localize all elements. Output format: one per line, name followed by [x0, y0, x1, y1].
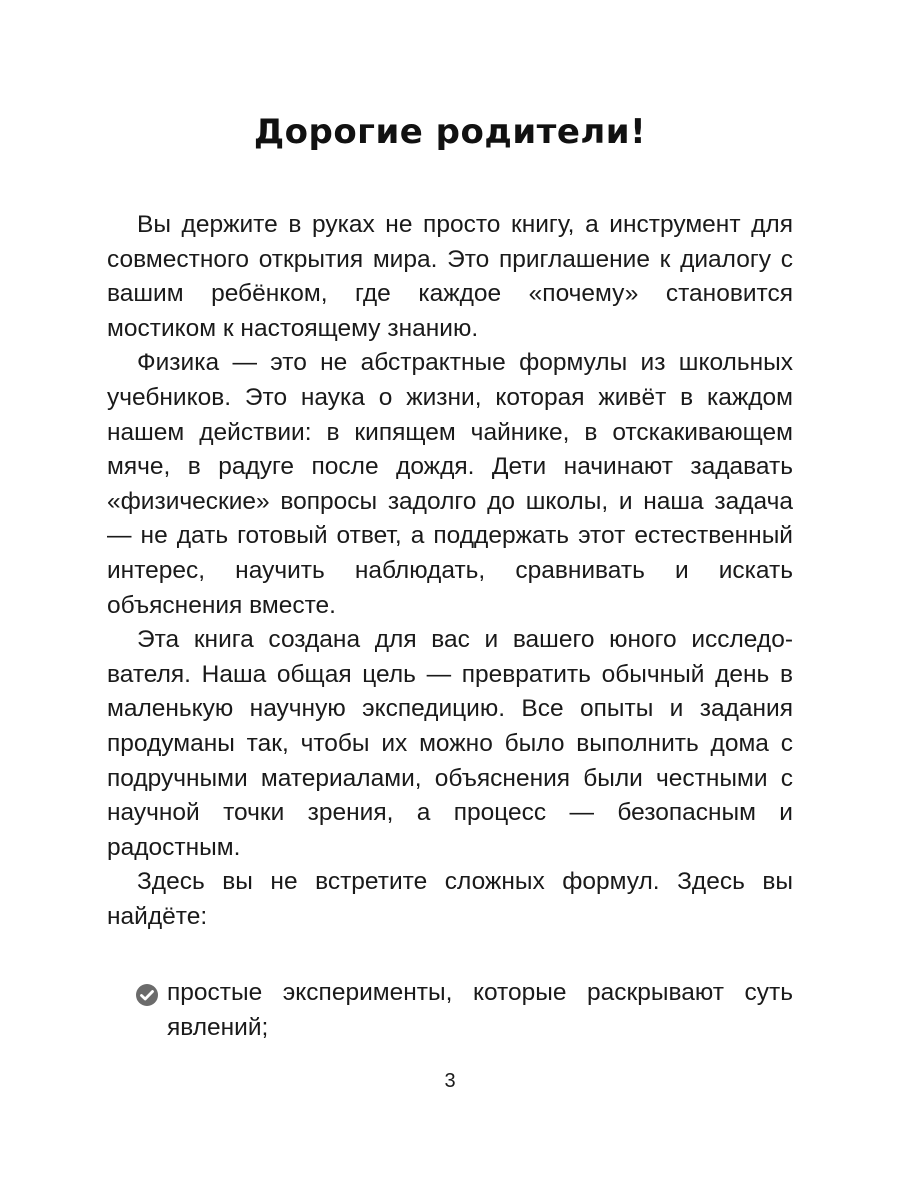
list-item: [135, 976, 793, 1045]
body-text: [107, 208, 793, 934]
check-circle-icon: [135, 983, 159, 1007]
paragraph-intro: Вы держите в руках не просто книгу, а инструмент для совместного открытия мира. Это приглашение к диалогу с вашим ребёнком, где каждое «почему» становится мостиком к настоящему знанию.: [107, 211, 793, 342]
feature-list: [135, 976, 793, 1045]
page-title: Дорогие родители!: [253, 112, 647, 152]
paragraph-list-intro: Здесь вы не встретите сложных формул. Здесь вы найдёте:: [107, 868, 793, 930]
list-item-text: простые эксперименты, которые раскрывают суть явлений;: [167, 979, 793, 1041]
paragraph-physics: Физика — это не абстрактные формулы из школьных учебников. Это наука о жизни, которая живёт в каждом нашем действии: в кипящем чайнике, в отскакивающем мяче, в радуге после дождя. Дети начинают задавать «физические» вопросы задолго до школы, и наша задача — не дать готовый ответ, а поддержать этот естественный интерес, научить наблюдать, сравнивать и искать объяснения вместе.: [107, 349, 793, 619]
paragraph-book-purpose: Эта книга создана для вас и вашего юного исследователя. Наша общая цель — превратить обычный день в маленькую научную экспедицию. Все опыты и задания продуманы так, чтобы их можно было выполнить дома с подручными материалами, объяснения были честными с научной точки зрения, а процесс — безопасным и радостным.: [107, 626, 793, 861]
page-number: 3: [444, 1070, 456, 1092]
